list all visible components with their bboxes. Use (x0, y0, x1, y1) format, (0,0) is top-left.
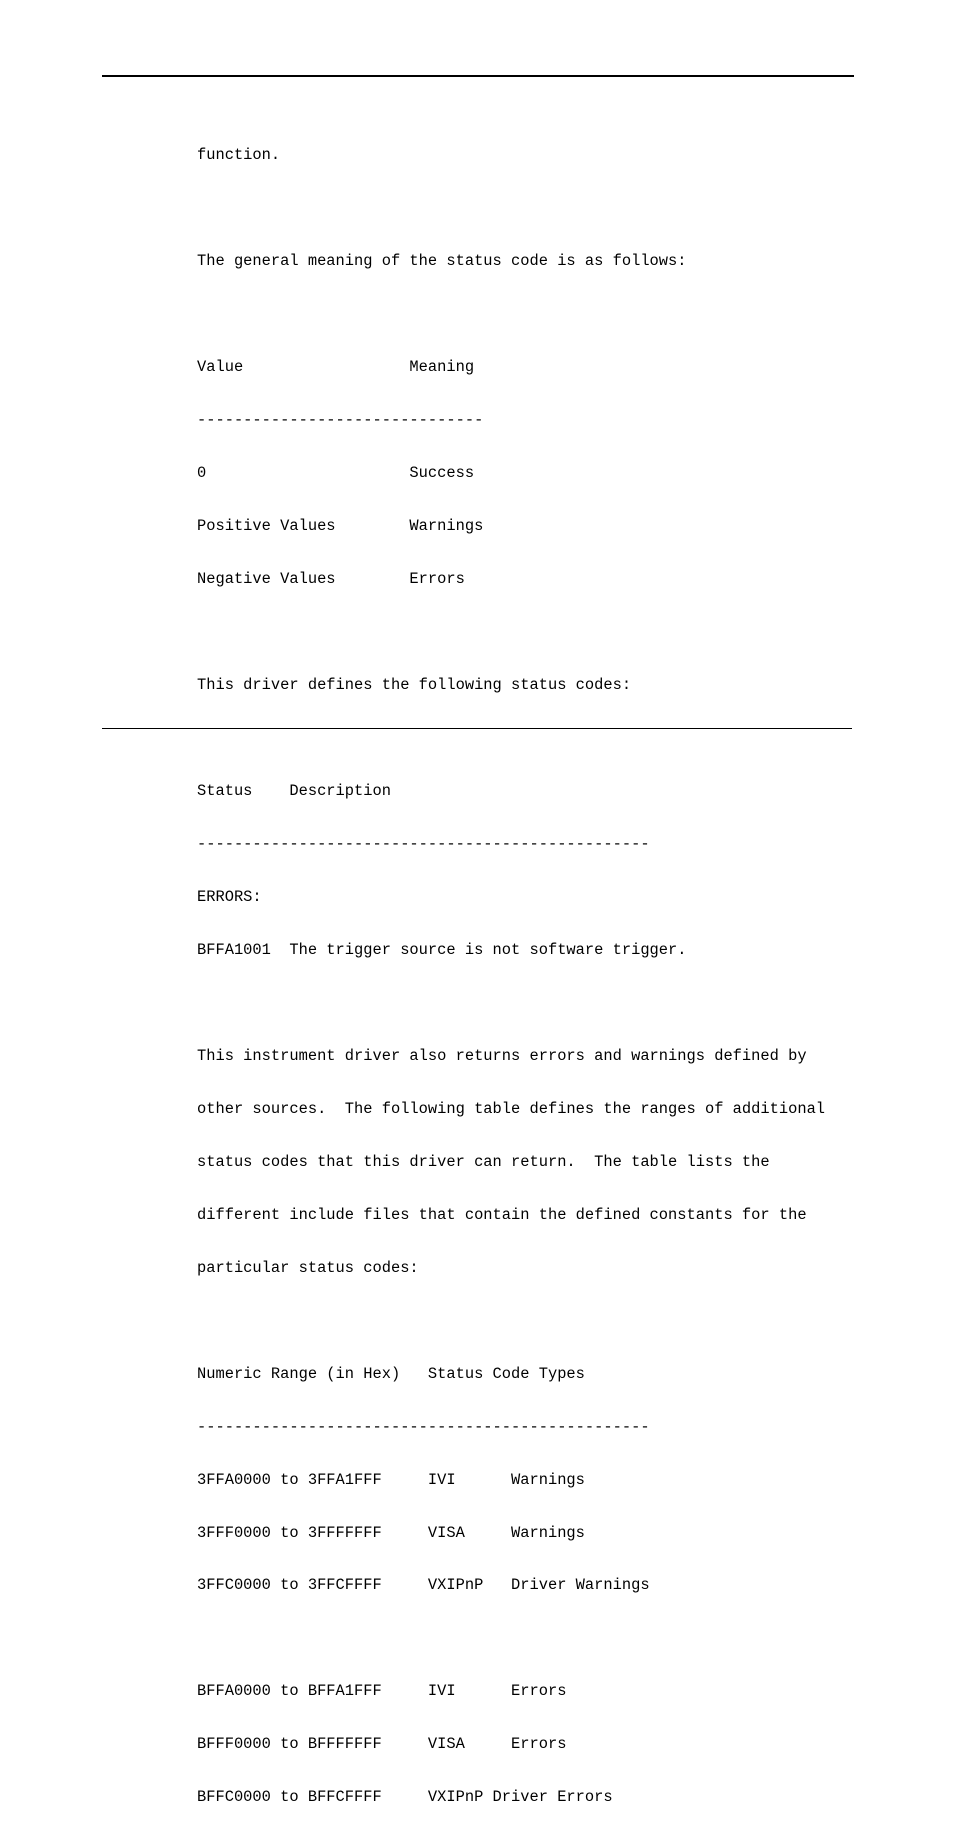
text-line (197, 995, 877, 1013)
table-row: BFFA0000 to BFFA1FFF IVI Errors (197, 1682, 567, 1701)
table-row: 0 Success (197, 464, 475, 483)
text-line: other sources. The following table defines the ranges of additional (197, 1099, 826, 1118)
table-row: 3FFA0000 to 3FFA1FFF IVI Warnings (197, 1470, 585, 1489)
table-separator: ------------------------------------------------- (197, 1417, 650, 1436)
text-line (197, 624, 877, 642)
table-row: Positive Values Warnings (197, 517, 484, 536)
text-line: This driver defines the following status codes: (197, 676, 632, 694)
text-line: function. (197, 146, 281, 165)
table-row: 3FFC0000 to 3FFCFFFF VXIPnP Driver Warnings (197, 1576, 650, 1595)
text-line: The general meaning of the status code is as follows: (197, 252, 687, 271)
table-row: 3FFF0000 to 3FFFFFFF VISA Warnings (197, 1523, 585, 1542)
table-header-line: Value Meaning (197, 358, 475, 377)
document-body (197, 112, 877, 1825)
table-row: BFFF0000 to BFFFFFFF VISA Errors (197, 1735, 567, 1754)
text-line (197, 200, 877, 218)
text-line: different include files that contain the defined constants for the (197, 1205, 807, 1224)
table-row: BFFA1001 The trigger source is not software trigger. (197, 940, 687, 959)
table-row: Negative Values Errors (197, 570, 465, 589)
footer-rule (102, 728, 852, 729)
table-separator: ------------------------------- (197, 411, 484, 430)
table-header-line: Numeric Range (in Hex) Status Code Types (197, 1364, 585, 1383)
text-line (197, 1313, 877, 1331)
table-separator: ------------------------------------------------- (197, 834, 650, 853)
table-row: ERRORS: (197, 887, 262, 906)
table-row: BFFC0000 to BFFCFFFF VXIPnP Driver Errors (197, 1788, 613, 1807)
text-line (197, 306, 877, 324)
text-line (197, 1630, 877, 1648)
text-line: This instrument driver also returns errors and warnings defined by (197, 1046, 807, 1065)
text-line: status codes that this driver can return. The table lists the (197, 1152, 770, 1171)
text-line: particular status codes: (197, 1258, 419, 1277)
table-header-line: Status Description (197, 781, 391, 800)
text-line (197, 730, 877, 748)
header-rule (102, 75, 854, 77)
